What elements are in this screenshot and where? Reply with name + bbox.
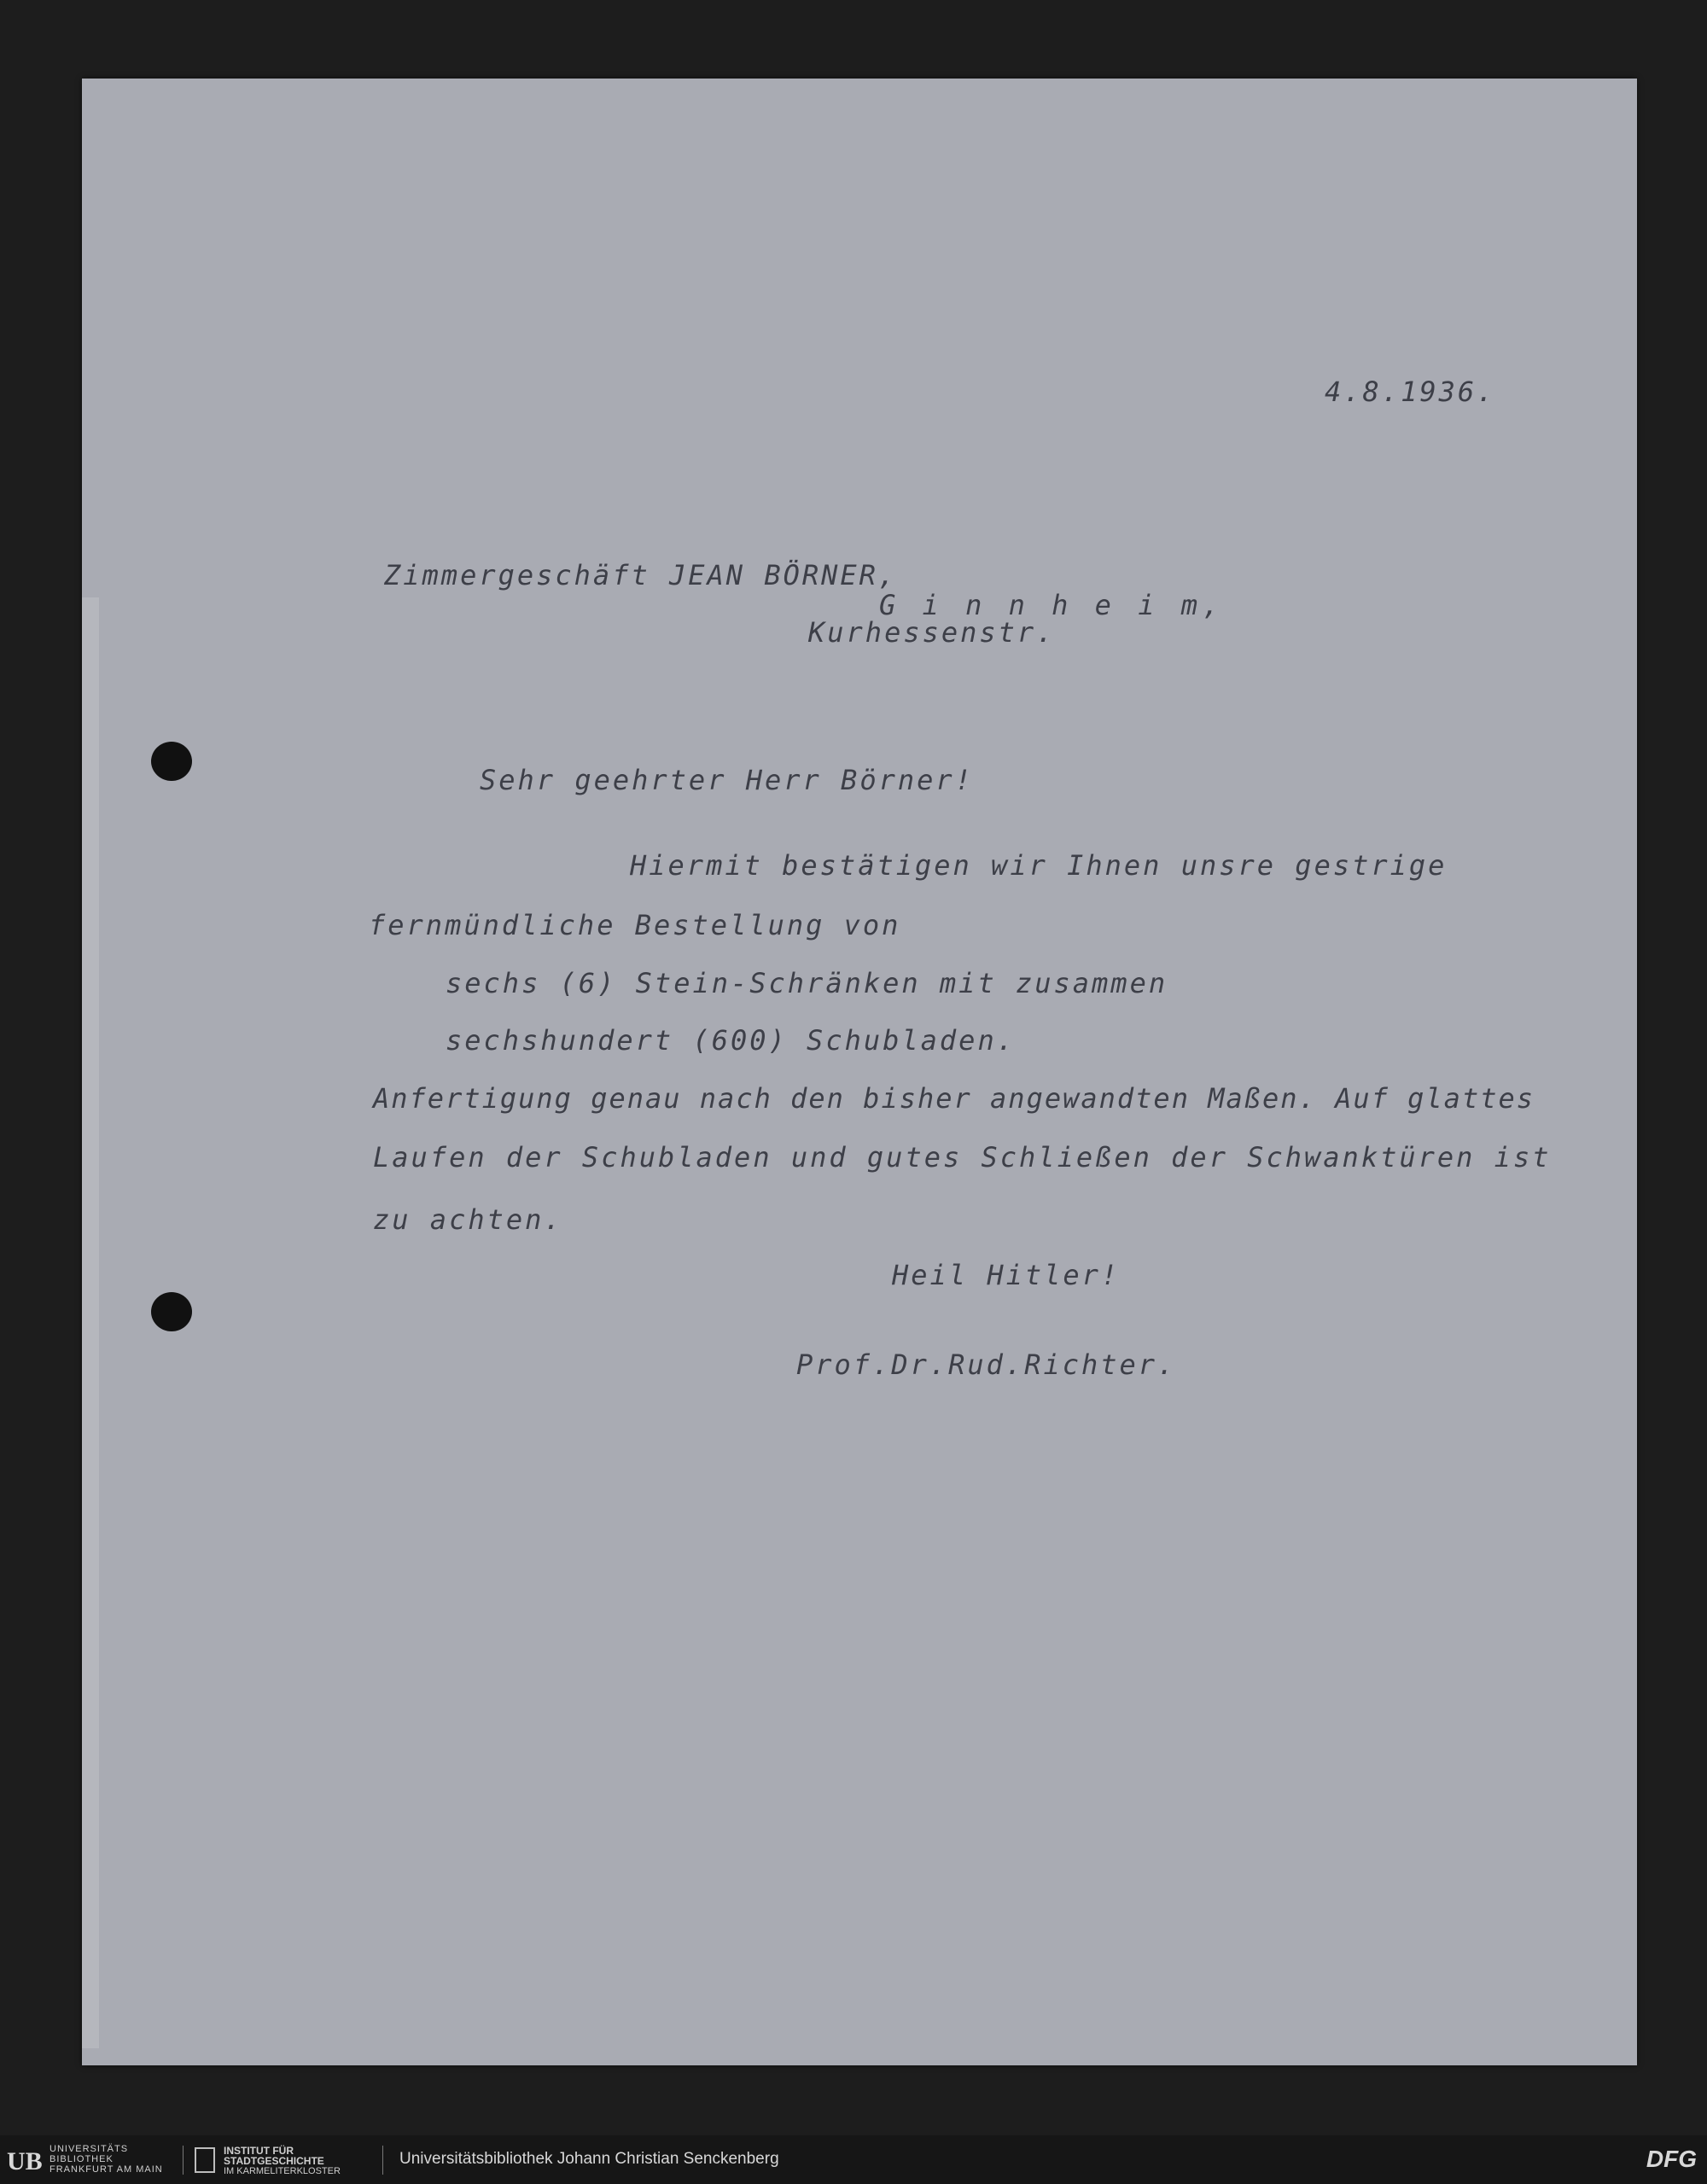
body-line-1: Hiermit bestätigen wir Ihnen unsre gestrige [630,849,1448,882]
body-line-2: fernmündliche Bestellung von [369,909,901,941]
recipient-line-1: Zimmergeschäft JEAN BÖRNER, [384,559,898,591]
paper-edge-shadow [82,597,99,2048]
ub-text-line: BIBLIOTHEK [50,2154,114,2164]
body-line-3: sechs (6) Stein-Schränken mit zusammen [446,967,1168,999]
body-line-5: Anfertigung genau nach den bisher angewandten Maßen. Auf glattes [373,1082,1535,1115]
punch-hole-top [151,742,192,781]
letter-date: 4.8.1936. [1325,376,1496,408]
footer-divider [183,2146,184,2175]
recipient-line-3: Kurhessenstr. [808,616,1056,649]
isg-logo-text [224,2146,341,2176]
ub-logo: UB [7,2147,43,2175]
isg-emblem-icon [195,2147,215,2173]
footer-divider [382,2146,383,2175]
closing: Heil Hitler! [892,1259,1121,1291]
ub-logo-text [50,2144,163,2175]
dfg-logo: DFG [1646,2146,1697,2172]
isg-text-line: IM KARMELITERKLOSTER [224,2166,341,2176]
recipient-line-2: G i n n h e i m, [879,589,1225,621]
footer-bar [0,2135,1707,2184]
salutation: Sehr geehrter Herr Börner! [480,764,974,796]
library-name: Universitätsbibliothek Johann Christian Senckenberg [399,2150,779,2168]
isg-text-line: STADTGESCHICHTE [224,2155,324,2167]
punch-hole-bottom [151,1292,192,1331]
ub-text-line: FRANKFURT AM MAIN [50,2164,163,2175]
isg-text-line: INSTITUT FÜR [224,2145,294,2157]
body-line-6: Laufen der Schubladen und gutes Schließen der Schwanktüren ist [373,1141,1552,1174]
body-line-7: zu achten. [373,1203,563,1236]
ub-text-line: UNIVERSITÄTS [50,2144,129,2154]
body-line-4: sechshundert (600) Schubladen. [446,1024,1016,1057]
signature: Prof.Dr.Rud.Richter. [796,1348,1177,1381]
